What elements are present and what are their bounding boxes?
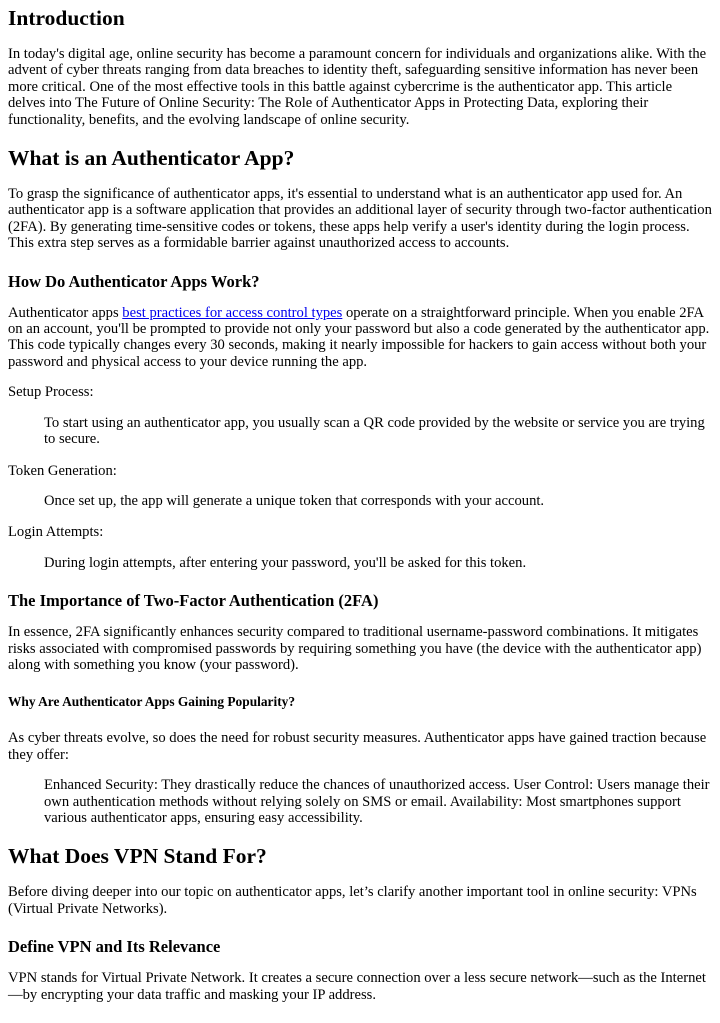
popularity-heading: Why Are Authenticator Apps Gaining Popularity? (8, 694, 296, 710)
vpn-define-paragraph: VPN stands for Virtual Private Network. It creates a secure connection over a less secure network—such as the Internet—by encrypting your data traffic and masking your IP address. (8, 970, 706, 1003)
importance-heading: The Importance of Two-Factor Authentication (2FA) (8, 591, 379, 611)
importance-paragraph: In essence, 2FA significantly enhances security compared to traditional username-password combinations. It mitigates risks associated with compromised passwords by requiring something you have (the device with the authenticator app) along with something you know (your password). (8, 624, 702, 673)
how-work-paragraph (8, 305, 712, 371)
step-term-setup: Setup Process: (8, 384, 94, 401)
vpn-paragraph: Before diving deeper into our topic on authenticator apps, let’s clarify another important tool in online security: VPNs (Virtual Private Networks). (8, 884, 697, 917)
intro-paragraph: In today's digital age, online security has become a paramount concern for individuals and organizations alike. With the advent of cyber threats ranging from data breaches to identity theft, safeguarding sensitive information has never been more critical. One of the most effective tools in this battle against cybercrime is the authenticator app. This article delves into The Future of Online Security: The Role of Authenticator Apps in Protecting Data, exploring their functionality, benefits, and the evolving landscape of online security. (8, 46, 707, 128)
how-work-heading: How Do Authenticator Apps Work? (8, 271, 260, 291)
benefits-quote: Enhanced Security: They drastically reduce the chances of unauthorized access. User Control: Users manage their own authentication methods without relying solely on SMS or email. Availability: Most smartphones support various authenticator apps, ensuring easy accessibility. (44, 777, 710, 826)
what-is-heading: What is an Authenticator App? (8, 146, 295, 171)
step-description-setup: To start using an authenticator app, you usually scan a QR code provided by the website or service you are trying to secure. (44, 414, 705, 448)
popularity-paragraph: As cyber threats evolve, so does the need for robust security measures. Authenticator apps have gained traction because they offer: (8, 730, 707, 763)
access-control-link[interactable]: best practices for access control types (122, 304, 343, 321)
step-description-login: During login attempts, after entering your password, you'll be asked for this token. (44, 554, 527, 571)
how-work-text-before-link: Authenticator apps (8, 304, 123, 321)
article (0, 6, 720, 1003)
step-description-token: Once set up, the app will generate a unique token that corresponds with your account. (44, 492, 545, 509)
step-term-token: Token Generation: (8, 462, 117, 479)
vpn-define-heading: Define VPN and Its Relevance (8, 937, 221, 957)
step-term-login: Login Attempts: (8, 524, 104, 541)
what-is-paragraph: To grasp the significance of authenticator apps, it's essential to understand what is an authenticator app used for. An authenticator app is a software application that provides an additional layer of security through two-factor authentication (2FA). By generating time-sensitive codes or tokens, these apps help verify a user's identity during the login process. This extra step serves as a formidable barrier against unauthorized access to accounts. (8, 186, 712, 252)
how-work-text-after-link: operate on a straightforward principle. When you enable 2FA on an account, you'll be prompted to provide not only your password but also a code generated by the authenticator app. This code typically changes every 30 seconds, making it nearly impossible for hackers to gain access without both your password and physical access to your device running the app. (8, 304, 710, 370)
vpn-heading: What Does VPN Stand For? (8, 844, 267, 869)
intro-heading: Introduction (8, 6, 125, 30)
steps-list (8, 384, 712, 571)
